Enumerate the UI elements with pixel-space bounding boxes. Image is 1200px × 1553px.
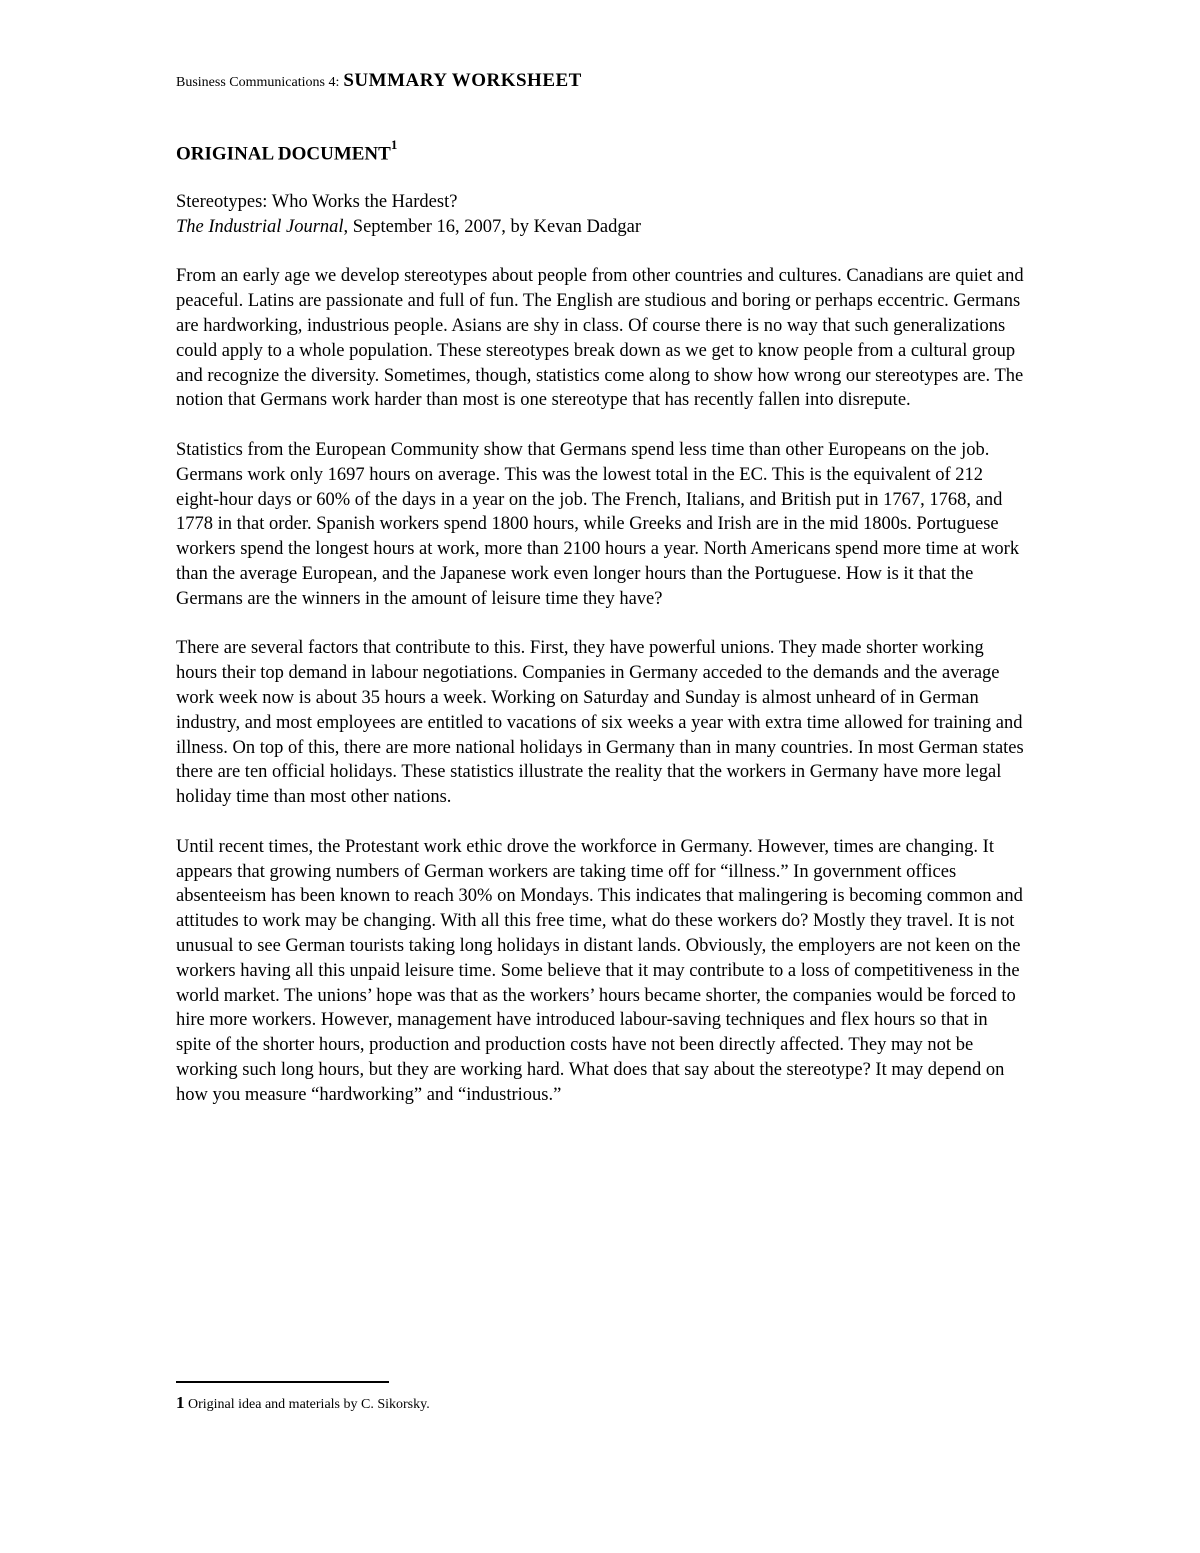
article-byline — [176, 215, 1026, 240]
article-paragraph: There are several factors that contribute to this. First, they have powerful unions. They made shorter working hours their top demand in labour negotiations. Companies in Germany acceded to the demands and the average work week now is about 35 hours a week. Working on Saturday and Sunday is almost unheard of in German industry, and most employees are entitled to vacations of six weeks a year with extra time allowed for training and illness. On top of this, there are more national holidays in Germany than in many countries. In most German states there are ten official holidays. These statistics illustrate the reality that the workers in Germany have more legal holiday time than most other nations. — [176, 638, 1024, 808]
article-paragraph: Until recent times, the Protestant work ethic drove the workforce in Germany. However, times are changing. It appears that growing numbers of German workers are taking time off for “illness.” In government offices absenteeism has been known to reach 30% on Mondays. This indicates that malingering is becoming common and attitudes to work may be changing. With all this free time, what do these workers do? Mostly they travel. It is not unusual to see German tourists taking long holidays in distant lands. Obviously, the employers are not keen on the workers having all this unpaid leisure time. Some believe that it may contribute to a loss of competitiveness in the world market. The unions’ hope was that as the workers’ hours became shorter, the companies would be forced to hire more workers. However, management have introduced labour-saving techniques and flex hours so that in spite of the shorter hours, production and production costs have not been directly affected. They may not be working such long hours, but they are working hard. What does that say about the stereotype? It may depend on how you measure “hardworking” and “industrious.” — [176, 836, 1023, 1105]
page-header — [176, 70, 582, 92]
footnote-number: 1 — [176, 1393, 185, 1412]
course-label: Business Communications 4: — [176, 75, 340, 90]
footnote — [176, 1393, 430, 1413]
byline-details: , September 16, 2007, by Kevan Dadgar — [343, 216, 641, 237]
article-paragraph: From an early age we develop stereotypes about people from other countries and cultures. Canadians are quiet and peaceful. Latins are passionate and full of fun. The English are studious and boring or perhaps eccentric. Germans are hardworking, industrious people. Asians are shy in class. Of course there is no way that such generalizations could apply to a whole population. These stereotypes break down as we get to know people from a cultural group and recognize the diversity. Sometimes, though, statistics come along to show how wrong our stereotypes are. The notion that Germans work harder than most is one stereotype that has recently fallen into disrepute. — [176, 266, 1024, 411]
article-body — [176, 190, 1026, 1107]
article-paragraph: Statistics from the European Community show that Germans spend less time than other Europeans on the job. Germans work only 1697 hours on average. This was the lowest total in the EC. This is the equivalent of 212 eight-hour days or 60% of the days in a year on the job. The French, Italians, and British put in 1767, 1768, and 1778 in that order. Spanish workers spend 1800 hours, while Greeks and Irish are in the mid 1800s. Portuguese workers spend the longest hours at work, more than 2100 hours a year. North Americans spend more time at work than the average European, and the Japanese work even longer hours than the Portuguese. How is it that the Germans are the winners in the amount of leisure time they have? — [176, 439, 1020, 609]
footnote-divider — [176, 1381, 389, 1383]
footnote-reference: 1 — [390, 137, 398, 152]
publication-name: The Industrial Journal — [176, 216, 344, 237]
section-heading — [176, 137, 398, 165]
section-title-text: ORIGINAL DOCUMENT — [176, 143, 391, 165]
worksheet-title: SUMMARY WORKSHEET — [343, 70, 582, 91]
footnote-text: Original idea and materials by C. Sikorsky. — [188, 1397, 430, 1412]
article-headline: Stereotypes: Who Works the Hardest? — [176, 192, 458, 212]
